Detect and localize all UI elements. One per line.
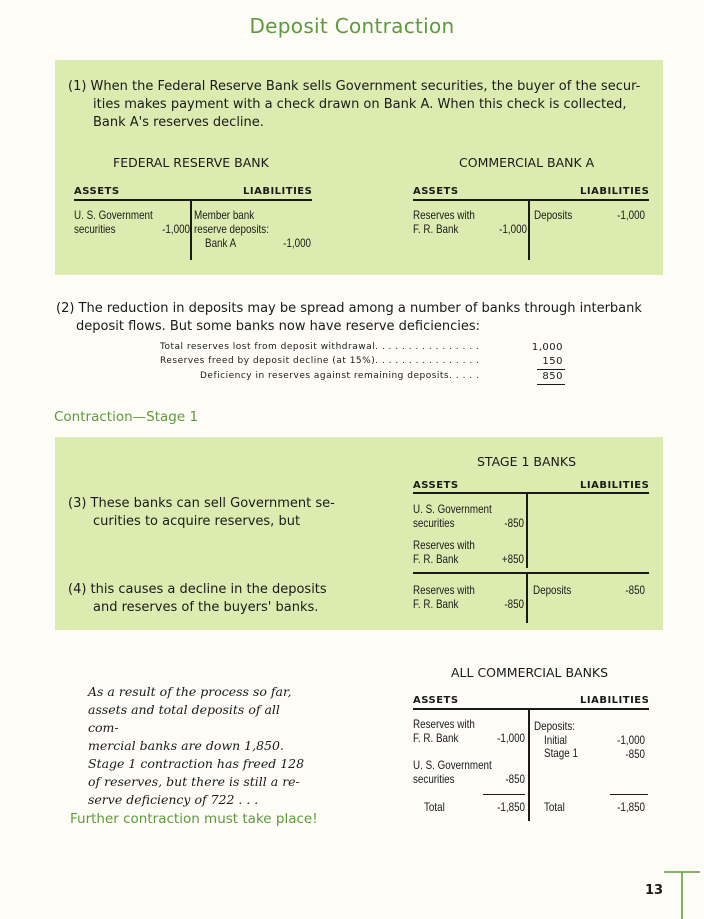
- page-number: 13: [645, 883, 664, 898]
- allbanks-liab-line: Initial: [544, 733, 567, 747]
- step2-line: deposit flows. But some banks now have reserve deficiencies:: [76, 319, 481, 334]
- leader-dots: . . . . . . . . . . . . . . . .: [375, 356, 480, 366]
- allbanks-t-vertical: [528, 709, 530, 821]
- allbanks-liab-heading: Deposits:: [534, 719, 576, 733]
- allbanks-name: ALL COMMERCIAL BANKS: [451, 665, 609, 680]
- allbanks-asset-total-label: Total: [424, 800, 445, 814]
- step3-line: curities to acquire reserves, but: [93, 514, 301, 529]
- corner-mark: [660, 862, 704, 919]
- fed-assets-label: ASSETS: [74, 186, 120, 197]
- deficiency-value: 1,000: [531, 342, 563, 353]
- summary-line: mercial banks are down 1,850.: [88, 738, 284, 753]
- step4-line: and reserves of the buyers' banks.: [93, 600, 319, 615]
- stage1-asset-line: U. S. Government: [413, 502, 492, 516]
- summary-line: As a result of the process so far,: [88, 684, 292, 699]
- stage1b-liab-value: -850: [625, 583, 645, 597]
- banka-liab-value: -1,000: [617, 208, 645, 222]
- step1-line: (1) When the Federal Reserve Bank sells Government securities, the buyer of the secur-: [68, 79, 641, 94]
- page-title: Deposit Contraction: [249, 14, 455, 38]
- deficiency-row: [160, 356, 479, 366]
- banka-asset-line: Reserves with: [413, 208, 475, 222]
- fed-asset-line: U. S. Government: [74, 208, 153, 222]
- stage1b-asset-value: -850: [504, 597, 524, 611]
- summary-line: Stage 1 contraction has freed 128: [88, 756, 305, 771]
- stage1-asset-value: +850: [501, 552, 524, 566]
- step1-text: [68, 78, 658, 132]
- allbanks-asset-sum-rule: [483, 794, 525, 795]
- allbanks-asset-value: -850: [505, 772, 525, 786]
- allbanks-t-horizontal: [413, 708, 649, 710]
- stage1-liabilities-label: LIABILITIES: [580, 480, 650, 491]
- sum-rule: [537, 384, 565, 385]
- allbanks-liab-line: Stage 1: [544, 746, 578, 760]
- deficiency-row: [160, 342, 479, 352]
- banka-liabilities-label: LIABILITIES: [580, 186, 650, 197]
- stage1b-liab-line: Deposits: [533, 583, 572, 597]
- further-contraction-text: Further contraction must take place!: [70, 811, 318, 827]
- summary-text: [88, 683, 308, 809]
- stage1b-asset-line: F. R. Bank: [413, 597, 459, 611]
- deficiency-value: 150: [542, 356, 563, 367]
- step1-line: Bank A's reserves decline.: [93, 115, 264, 130]
- allbanks-asset-line: F. R. Bank: [413, 731, 459, 745]
- step2-text: [56, 300, 666, 336]
- summary-line: assets and total deposits of all com-: [88, 702, 280, 735]
- banka-liab-line: Deposits: [534, 208, 573, 222]
- fed-liab-line: Bank A: [205, 236, 237, 250]
- banka-t-vertical: [528, 200, 530, 260]
- stage1-asset-line: Reserves with: [413, 538, 475, 552]
- stage1b-t-vertical: [526, 573, 528, 623]
- allbanks-asset-value: -1,000: [497, 731, 525, 745]
- stage1-t-horizontal: [413, 492, 649, 494]
- allbanks-asset-line: Reserves with: [413, 717, 475, 731]
- deficiency-row: [200, 371, 479, 381]
- step2-line: (2) The reduction in deposits may be spread among a number of banks through interbank: [56, 301, 642, 316]
- deficiency-value: 850: [542, 371, 563, 382]
- allbanks-liab-total-value: -1,850: [617, 800, 645, 814]
- step4-text: [68, 581, 327, 617]
- summary-line: of reserves, but there is still a re-: [88, 774, 300, 789]
- stage1-name: STAGE 1 BANKS: [477, 454, 577, 469]
- allbanks-asset-line: securities: [413, 772, 455, 786]
- banka-assets-label: ASSETS: [413, 186, 459, 197]
- allbanks-asset-line: U. S. Government: [413, 758, 492, 772]
- fed-liab-line: Member bank: [194, 208, 255, 222]
- deficiency-label: Total reserves lost from deposit withdrawal: [160, 342, 376, 352]
- leader-dots: . . . . . . . . . . . . . . . .: [375, 342, 480, 352]
- deficiency-label: Deficiency in reserves against remaining deposits: [200, 371, 450, 381]
- banka-asset-line: F. R. Bank: [413, 222, 459, 236]
- fed-liab-line: reserve deposits:: [194, 222, 269, 236]
- stage1b-asset-line: Reserves with: [413, 583, 475, 597]
- stage1-asset-line: F. R. Bank: [413, 552, 459, 566]
- stage1-t-vertical: [526, 493, 528, 568]
- allbanks-liab-total-label: Total: [544, 800, 565, 814]
- allbanks-liabilities-label: LIABILITIES: [580, 695, 650, 706]
- fed-t-horizontal: [74, 199, 312, 201]
- leader-dots: . . . . .: [449, 371, 480, 381]
- fed-asset-value: -1,000: [162, 222, 190, 236]
- stage1-asset-line: securities: [413, 516, 455, 530]
- summary-line: serve deficiency of 722 . . .: [88, 792, 259, 807]
- fed-liab-value: -1,000: [283, 236, 311, 250]
- stage1-assets-label: ASSETS: [413, 480, 459, 491]
- allbanks-liab-value: -1,000: [617, 733, 645, 747]
- sum-rule: [537, 369, 565, 370]
- fed-asset-line: securities: [74, 222, 116, 236]
- step3-text: [68, 495, 335, 531]
- banka-t-horizontal: [413, 199, 649, 201]
- fed-liabilities-label: LIABILITIES: [243, 186, 313, 197]
- allbanks-liab-value: -850: [625, 747, 645, 761]
- fed-t-vertical: [190, 200, 192, 260]
- deficiency-label: Reserves freed by deposit decline (at 15%): [160, 356, 376, 366]
- step1-line: ities makes payment with a check drawn on Bank A. When this check is collected,: [93, 97, 627, 112]
- step3-line: (3) These banks can sell Government se-: [68, 496, 335, 511]
- stage1-heading: Contraction—Stage 1: [54, 409, 199, 425]
- banka-name: COMMERCIAL BANK A: [459, 155, 595, 170]
- stage1-asset-value: -850: [504, 516, 524, 530]
- stage1b-t-horizontal: [413, 572, 649, 574]
- allbanks-liab-sum-rule: [610, 794, 648, 795]
- step4-line: (4) this causes a decline in the deposits: [68, 582, 327, 597]
- allbanks-asset-total-value: -1,850: [497, 800, 525, 814]
- banka-asset-value: -1,000: [499, 222, 527, 236]
- allbanks-assets-label: ASSETS: [413, 695, 459, 706]
- fed-name: FEDERAL RESERVE BANK: [113, 155, 269, 170]
